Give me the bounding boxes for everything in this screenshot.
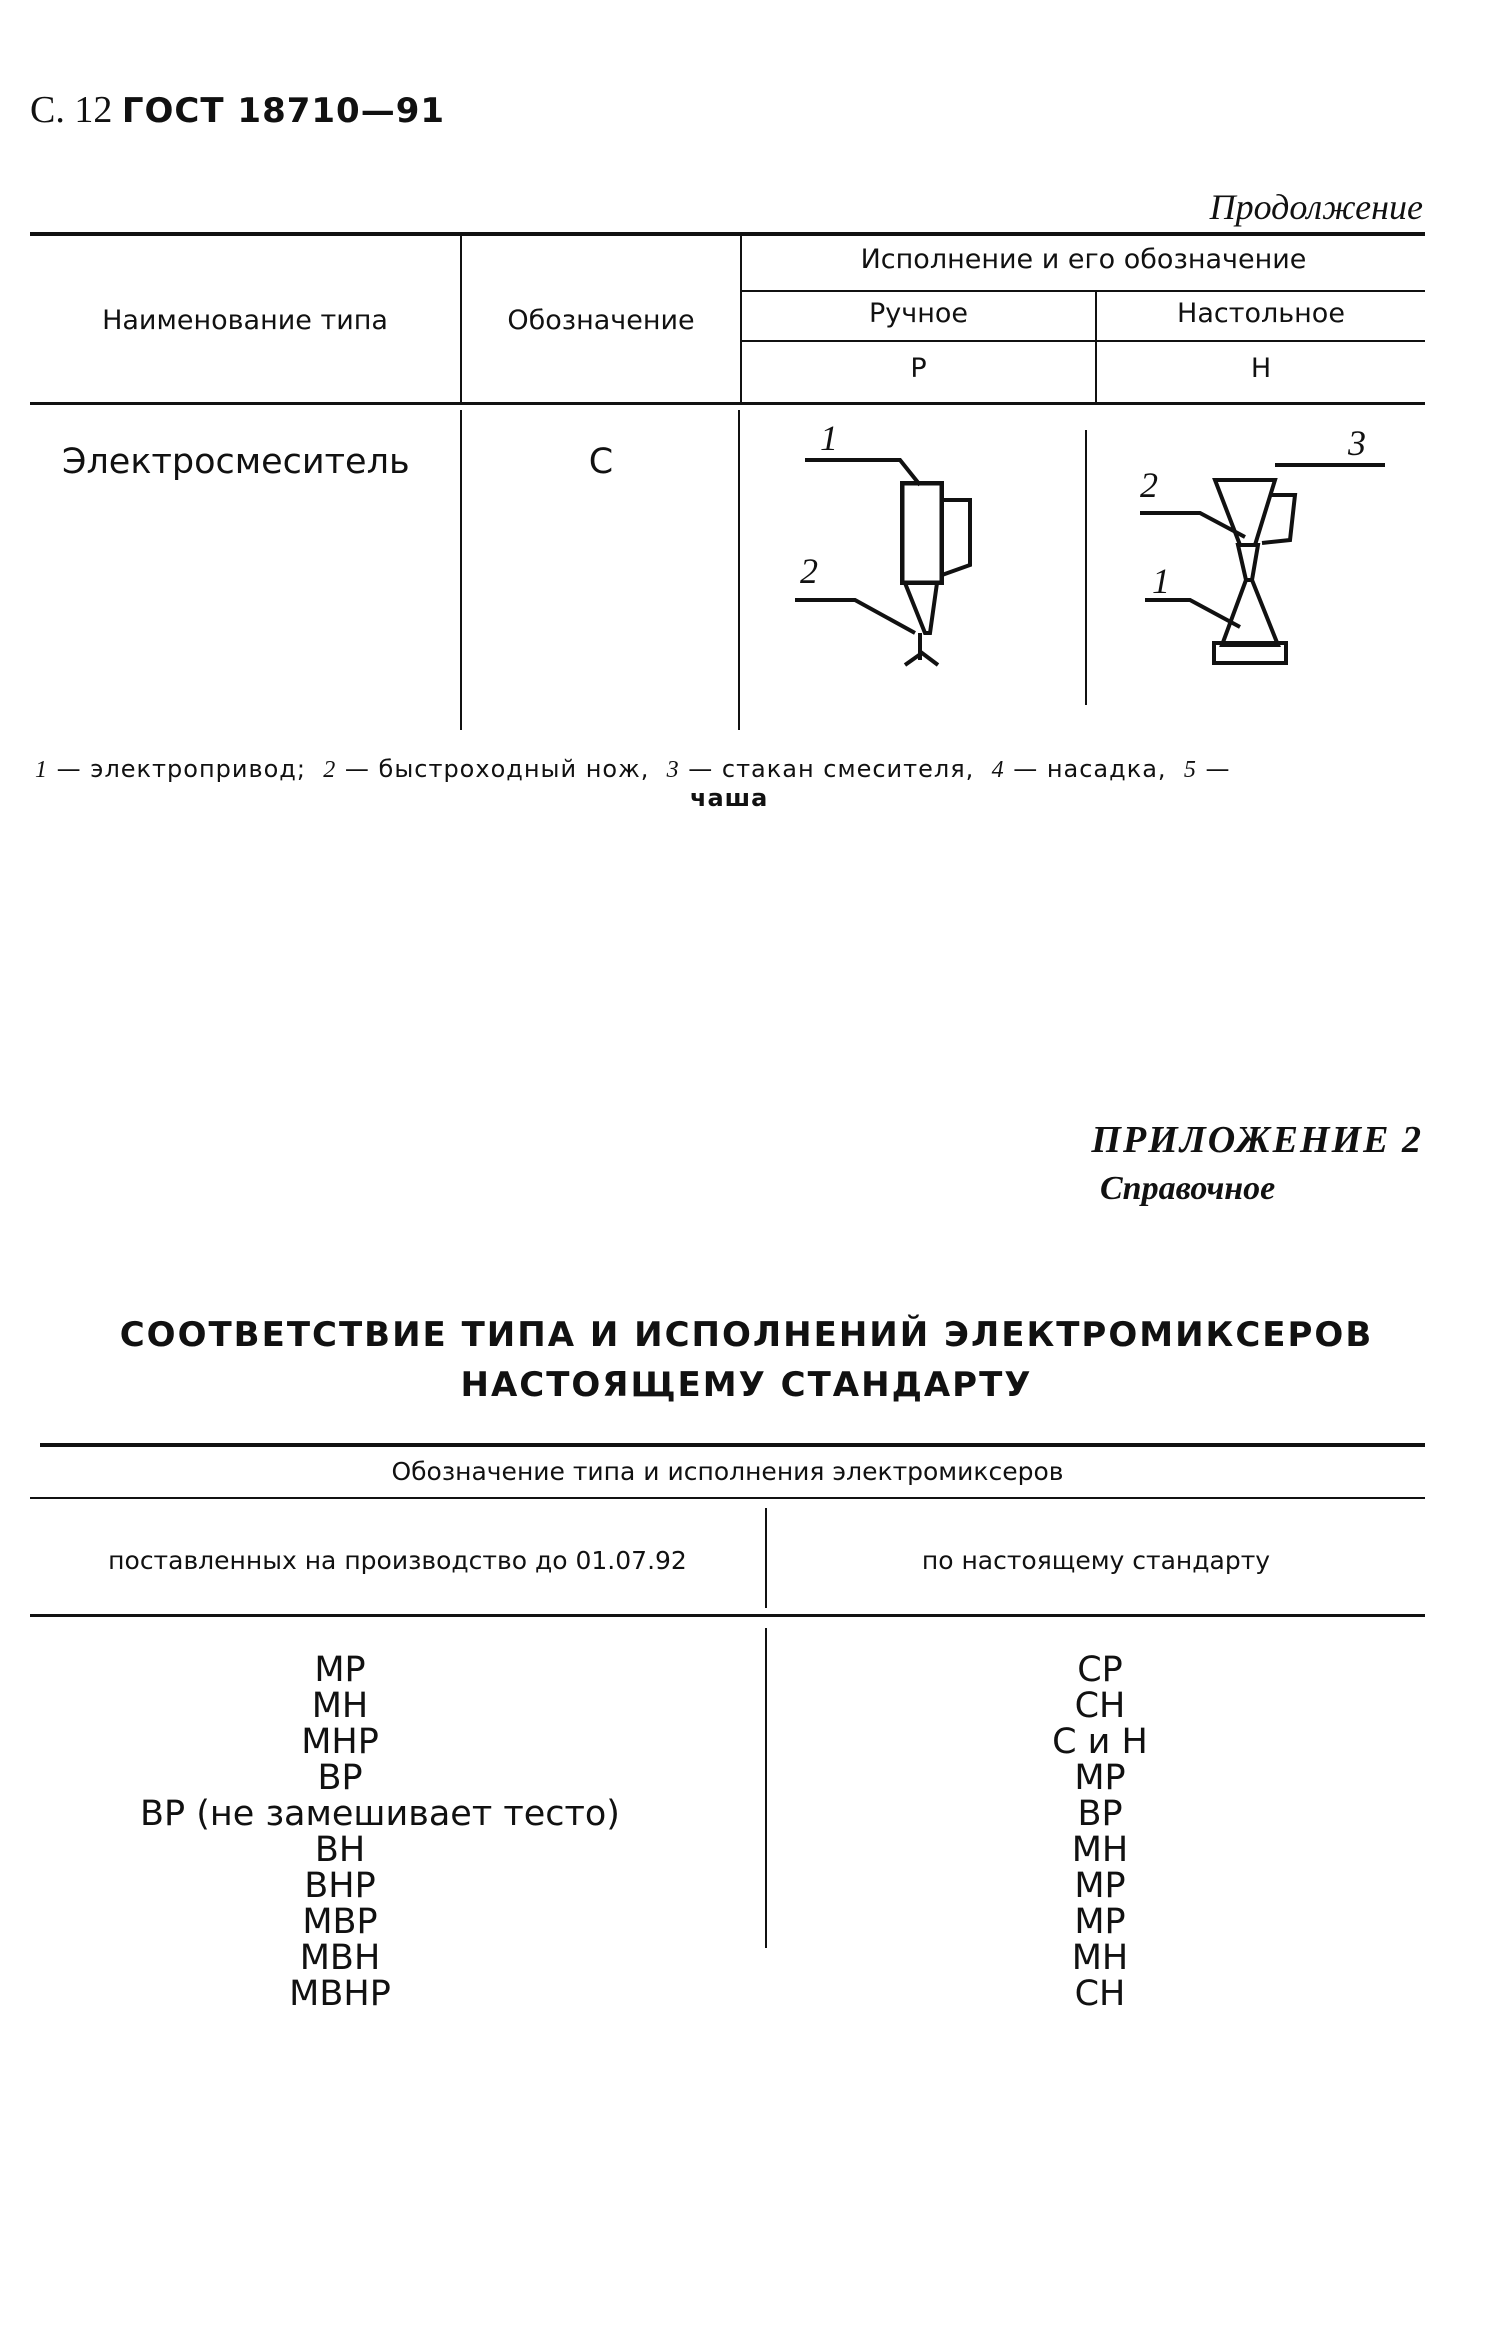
code-table: Н xyxy=(1250,353,1272,384)
legend-text-1: — электропривод; xyxy=(56,755,306,783)
col-header-execution: Исполнение и его обозначение xyxy=(860,244,1307,275)
list-item: ВР (не замешивает тесто) xyxy=(140,1794,620,1834)
legend-text-4: — насадка, xyxy=(1013,755,1167,783)
table-subheader-line xyxy=(740,290,1425,292)
figure-legend xyxy=(35,755,1230,784)
table2-header: Обозначение типа и исполнения электромиксеров xyxy=(391,1457,1064,1486)
label-manual-2: 2 xyxy=(800,551,818,591)
legend-text-5: — xyxy=(1205,755,1231,783)
col-header-designation: Обозначение xyxy=(507,305,695,336)
list-item: МВР xyxy=(302,1902,378,1942)
page-number: С. 12 xyxy=(30,89,113,131)
table2-top-border xyxy=(40,1443,1425,1447)
list-item: С и Н xyxy=(1052,1722,1148,1762)
list-item: СН xyxy=(1074,1974,1126,2014)
col-header-table: Настольное xyxy=(1177,298,1345,329)
legend-continuation: чаша xyxy=(690,784,769,812)
list-item: МН xyxy=(1071,1938,1129,1978)
list-item: ВР xyxy=(1077,1794,1123,1834)
old-designations-list xyxy=(140,1650,620,2014)
appendix-subtitle: Справочное xyxy=(1100,1170,1276,1207)
label-manual-1: 1 xyxy=(820,418,838,458)
list-item: ВН xyxy=(314,1830,366,1870)
gost-number: ГОСТ 18710—91 xyxy=(121,91,446,131)
list-item: СР xyxy=(1077,1650,1123,1690)
table2-col-left: поставленных на производство до 01.07.92 xyxy=(108,1546,687,1575)
legend-text-2: — быстроходный нож, xyxy=(344,755,650,783)
list-item: ВНР xyxy=(304,1866,376,1906)
legend-num-5: 5 xyxy=(1183,757,1197,783)
appendix-title: ПРИЛОЖЕНИЕ 2 xyxy=(1091,1119,1423,1161)
label-table-2: 2 xyxy=(1140,465,1158,505)
row-divider-3 xyxy=(1085,430,1087,705)
label-table-3: 3 xyxy=(1348,423,1366,463)
legend-num-1: 1 xyxy=(35,757,48,783)
stand-blender-figure xyxy=(1110,415,1430,685)
col-header-name: Наименование типа xyxy=(102,305,388,336)
list-item: МН xyxy=(1071,1830,1129,1870)
label-table-1: 1 xyxy=(1152,561,1170,601)
list-item: МН xyxy=(311,1686,369,1726)
list-item: СН xyxy=(1074,1686,1126,1726)
new-designations-list xyxy=(1000,1652,1200,2012)
section-heading-line-1: СООТВЕТСТВИЕ ТИПА И ИСПОЛНЕНИЙ ЭЛЕКТРОМИКСЕРОВ xyxy=(119,1315,1374,1355)
table2-header-bottom xyxy=(30,1614,1425,1617)
table2-body-divider xyxy=(765,1628,767,1948)
legend-num-3: 3 xyxy=(666,757,680,783)
continuation-label: Продолжение xyxy=(1209,187,1423,227)
table-code-line xyxy=(740,340,1425,342)
list-item: МР xyxy=(1074,1866,1126,1906)
list-item: МР xyxy=(1074,1758,1126,1798)
col-header-manual: Ручное xyxy=(869,298,968,329)
section-heading-line-2: НАСТОЯЩЕМУ СТАНДАРТУ xyxy=(460,1365,1033,1405)
legend-num-2: 2 xyxy=(323,757,337,783)
list-item: МНР xyxy=(301,1722,379,1762)
list-item: ВР xyxy=(317,1758,363,1798)
legend-text-3: — стакан смесителя, xyxy=(688,755,975,783)
table2-header-line xyxy=(30,1497,1425,1499)
list-item: МВНР xyxy=(289,1974,391,2014)
hand-blender-figure xyxy=(780,415,1030,685)
table-header-bottom xyxy=(30,402,1425,405)
list-item: МВН xyxy=(299,1938,381,1978)
table-top-border xyxy=(30,232,1425,236)
row-designation: С xyxy=(588,442,614,482)
list-item: МР xyxy=(314,1650,366,1690)
table2-col-right: по настоящему стандарту xyxy=(921,1546,1271,1575)
row-name: Электросмеситель xyxy=(62,442,410,482)
legend-num-4: 4 xyxy=(991,757,1005,783)
code-manual: Р xyxy=(910,353,927,384)
page-header xyxy=(30,88,445,132)
list-item: МР xyxy=(1074,1902,1126,1942)
